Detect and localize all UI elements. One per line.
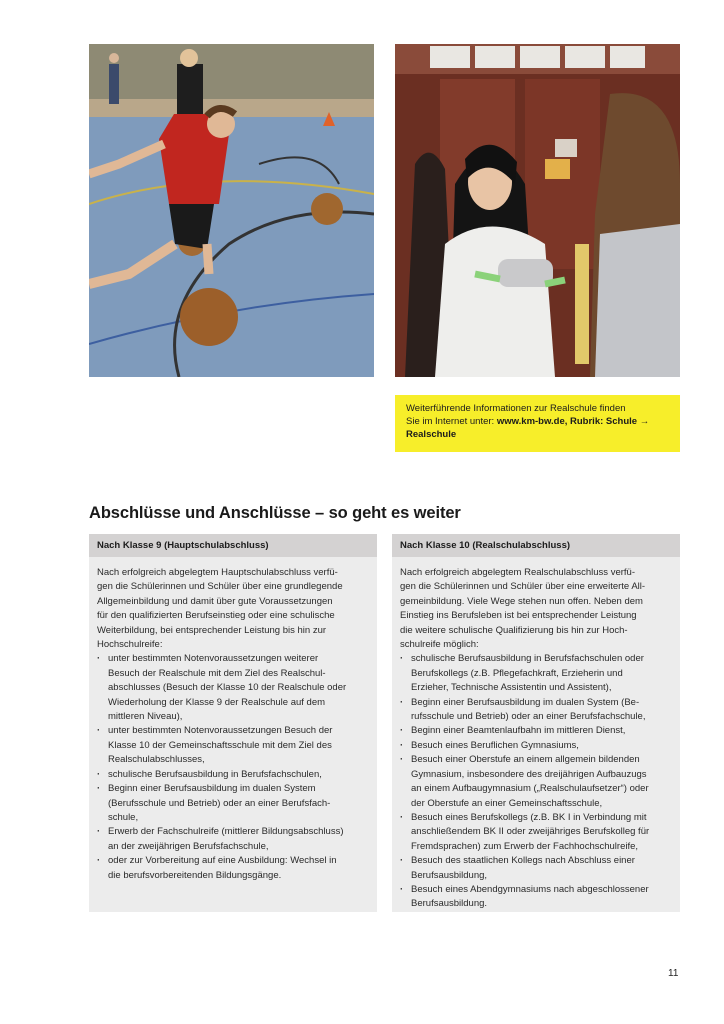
list-item-line: an der zweijährigen Berufsfachschule, bbox=[108, 840, 269, 852]
list-item-line: · Besuch des staatlichen Kollegs nach Abschluss einer bbox=[411, 855, 635, 867]
list-item-line: Wiederholung der Klasse 9 der Realschule auf dem bbox=[108, 696, 326, 708]
list-item bbox=[400, 811, 672, 854]
intro-text bbox=[97, 566, 369, 652]
list-item bbox=[400, 696, 672, 725]
list-item bbox=[97, 825, 369, 854]
info-text-line1: Weiterführende Informationen zur Realschule finden bbox=[406, 403, 626, 414]
classroom-photo bbox=[395, 44, 680, 377]
list-item-line: Fremdsprachen) zum Erwerb der Fachhochschulreife, bbox=[411, 840, 639, 852]
intro-line: Einstieg ins Berufsleben ist bei entsprechender Leistung bbox=[400, 610, 637, 622]
bullet-list bbox=[97, 652, 369, 883]
list-item-line: an einem Aufbaugymnasium („Realschulaufsetzer“) oder bbox=[411, 783, 649, 795]
info-link-rubric[interactable]: Realschule bbox=[406, 429, 457, 440]
list-item bbox=[400, 854, 672, 883]
intro-line: Weiterbildung, bei entsprechender Leistung bis hin zur bbox=[97, 624, 327, 636]
intro-line: gemeinbildung. Viele Wege stehen nun offen. Neben dem bbox=[400, 595, 643, 607]
list-item bbox=[400, 724, 672, 738]
list-item-line: abschlusses (Besuch der Klasse 10 der Realschule oder bbox=[108, 682, 347, 694]
intro-line: Hochschulreife: bbox=[97, 639, 163, 651]
list-item-line: Erzieher, Technische Assistentin und Assistent), bbox=[411, 682, 612, 694]
list-item bbox=[97, 652, 369, 724]
list-item bbox=[400, 652, 672, 695]
list-item bbox=[97, 782, 369, 825]
list-item-line: · Besuch eines Abendgymnasiums nach abgeschlossener bbox=[411, 883, 649, 895]
list-item-line: · Beginn einer Berufsausbildung im dualen System bbox=[108, 783, 316, 795]
list-item-line: rufsschule und Betrieb) oder an einer Berufsfachschule, bbox=[411, 711, 646, 723]
list-item-line: · unter bestimmten Notenvoraussetzungen Besuch der bbox=[108, 725, 333, 737]
list-item bbox=[400, 753, 672, 811]
intro-line: Nach erfolgreich abgelegtem Hauptschulabschluss verfü- bbox=[97, 567, 338, 578]
info-box bbox=[395, 395, 680, 452]
list-item bbox=[97, 854, 369, 883]
list-item-line: mittleren Niveau), bbox=[108, 711, 183, 723]
list-item-line: · Besuch eines Beruflichen Gymnasiums, bbox=[411, 739, 579, 751]
list-item bbox=[400, 739, 672, 753]
column-body bbox=[89, 557, 377, 883]
list-item-line: Berufsausbildung. bbox=[411, 898, 488, 910]
list-item bbox=[400, 883, 672, 912]
column-header: Nach Klasse 9 (Hauptschulabschluss) bbox=[89, 534, 377, 557]
column-body bbox=[392, 557, 680, 912]
intro-text bbox=[400, 566, 672, 652]
section-title: Abschlüsse und Anschlüsse – so geht es weiter bbox=[89, 504, 461, 522]
list-item bbox=[97, 724, 369, 767]
list-item-line: Realschulabschlusses, bbox=[108, 754, 205, 766]
list-item-line: anschließendem BK II oder zweijähriges Berufskolleg für bbox=[411, 826, 650, 838]
intro-line: gen die Schülerinnen und Schüler über eine erweiterte All- bbox=[400, 581, 646, 593]
list-item-line: · oder zur Vorbereitung auf eine Ausbildung: Wechsel in bbox=[108, 855, 337, 867]
list-item-line: · Besuch eines Berufskollegs (z.B. BK I in Verbindung mit bbox=[411, 811, 647, 823]
list-item-line: · Erwerb der Fachschulreife (mittlerer Bildungsabschluss) bbox=[108, 826, 344, 838]
list-item-line: die berufsvorbereitenden Bildungsgänge. bbox=[108, 869, 282, 881]
page-number: 11 bbox=[668, 968, 679, 979]
column-class9 bbox=[89, 534, 377, 912]
list-item-line: (Berufsschule und Betrieb) oder an einer Berufsfach- bbox=[108, 797, 331, 809]
list-item-line: · Beginn einer Beamtenlaufbahn im mittleren Dienst, bbox=[411, 725, 626, 737]
list-item-line: Klasse 10 der Gemeinschaftsschule mit dem Ziel des bbox=[108, 739, 332, 751]
gym-sports-photo bbox=[89, 44, 374, 377]
list-item-line: · Beginn einer Berufsausbildung im dualen System (Be- bbox=[411, 696, 640, 708]
intro-line: die weitere schulische Qualifizierung bis hin zur Hoch- bbox=[400, 624, 628, 636]
list-item-line: · unter bestimmten Notenvoraussetzungen weiterer bbox=[108, 653, 319, 665]
list-item-line: der Oberstufe an einer Gemeinschaftsschule, bbox=[411, 797, 603, 809]
list-item-line: · Besuch einer Oberstufe an einem allgemein bildenden bbox=[411, 754, 640, 766]
list-item-line: Gymnasium, insbesondere des dreijährigen Aufbauzugs bbox=[411, 768, 647, 780]
intro-line: Allgemeinbildung und damit über gute Voraussetzungen bbox=[97, 595, 333, 607]
bullet-list bbox=[400, 652, 672, 911]
list-item-line: Berufsausbildung, bbox=[411, 869, 488, 881]
list-item bbox=[97, 768, 369, 782]
intro-line: schulreife möglich: bbox=[400, 639, 479, 651]
info-text-prefix: Sie im Internet unter: bbox=[406, 416, 497, 427]
list-item-line: Berufskollegs (z.B. Pflegefachkraft, Erzieherin und bbox=[411, 667, 623, 679]
list-item-line: · schulische Berufsausbildung in Berufsfachschulen oder bbox=[411, 653, 644, 665]
intro-line: für den qualifizierten Berufseinstieg oder eine schulische bbox=[97, 610, 335, 622]
column-class10 bbox=[392, 534, 680, 912]
intro-line: Nach erfolgreich abgelegtem Realschulabschluss verfü- bbox=[400, 567, 635, 578]
column-header: Nach Klasse 10 (Realschulabschluss) bbox=[392, 534, 680, 557]
list-item-line: · schulische Berufsausbildung in Berufsfachschulen, bbox=[108, 768, 322, 780]
info-link-url[interactable]: www.km-bw.de, Rubrik: Schule → bbox=[496, 416, 650, 427]
list-item-line: schule, bbox=[108, 811, 139, 823]
list-item-line: Besuch der Realschule mit dem Ziel des Realschul- bbox=[108, 667, 326, 679]
intro-line: gen die Schülerinnen und Schüler über eine grundlegende bbox=[97, 581, 343, 593]
